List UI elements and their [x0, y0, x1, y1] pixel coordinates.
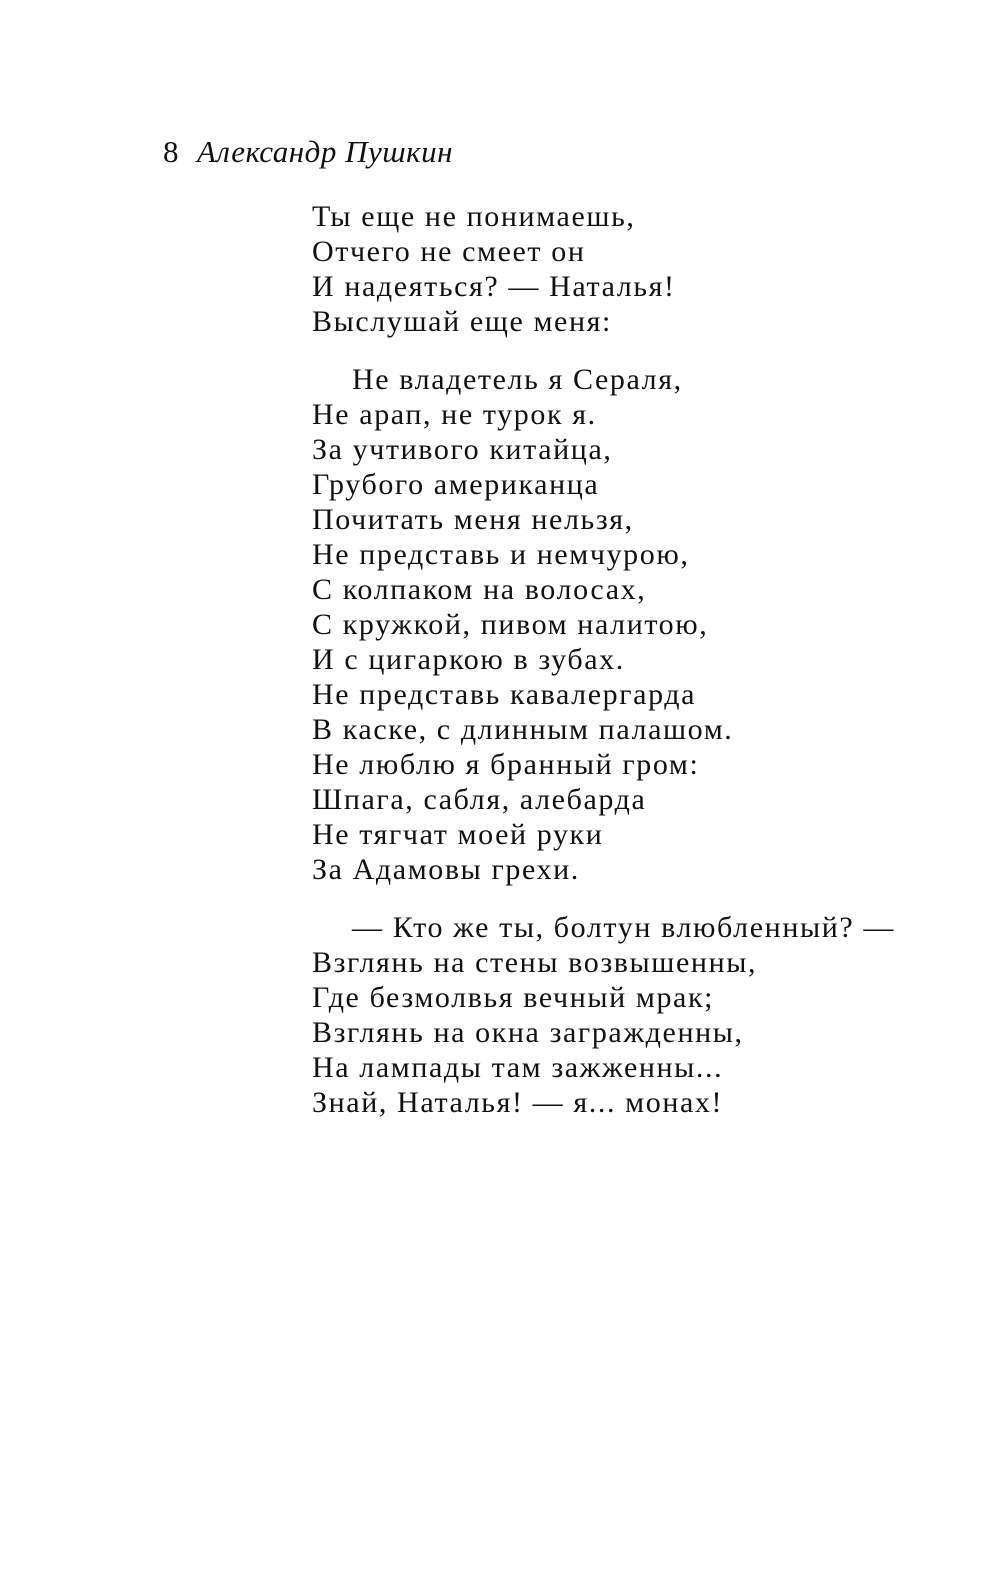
stanza [312, 199, 972, 339]
running-head [163, 132, 453, 172]
poem-line: Не тягчат моей руки [312, 818, 604, 851]
poem-line: С кружкой, пивом налитою, [312, 608, 709, 641]
poem-line: Выслушай еще меня: [312, 305, 612, 338]
poem-line: Взглянь на окна загражденны, [312, 1016, 744, 1049]
poem-line: Не арап, не турок я. [312, 398, 597, 431]
stanza [312, 910, 972, 1120]
poem-line: В каске, с длинным палашом. [312, 713, 734, 746]
poem-line: Не владетель я Сераля, [352, 363, 683, 396]
poem-line: Грубого американца [312, 468, 600, 501]
poem-line: На лампады там зажженны... [312, 1051, 724, 1084]
poem-text [312, 199, 972, 1143]
poem-line: Не представь кавалергарда [312, 678, 697, 711]
poem-line: Ты еще не понимаешь, [312, 200, 636, 233]
poem-line: За Адамовы грехи. [312, 853, 580, 886]
poem-line: Знай, Наталья! — я... монах! [312, 1086, 724, 1119]
poem-line: Где безмолвья вечный мрак; [312, 981, 715, 1014]
poem-line: И надеяться? — Наталья! [312, 270, 676, 303]
poem-line: За учтивого китайца, [312, 433, 613, 466]
poem-line: Шпага, сабля, алебарда [312, 783, 647, 816]
poem-line: — Кто же ты, болтун влюбленный? — [352, 911, 895, 944]
poem-line: С колпаком на волосах, [312, 573, 647, 606]
page-number: 8 [163, 134, 179, 169]
author-name: Александр Пушкин [197, 134, 453, 169]
poem-line: Не люблю я бранный гром: [312, 748, 700, 781]
poem-line: Взглянь на стены возвышенны, [312, 946, 758, 979]
poem-line: Почитать меня нельзя, [312, 503, 634, 536]
poem-line: И с цигаркою в зубах. [312, 643, 625, 676]
stanza [312, 362, 972, 887]
poem-line: Отчего не смеет он [312, 235, 586, 268]
poem-line: Не представь и немчурою, [312, 538, 690, 571]
